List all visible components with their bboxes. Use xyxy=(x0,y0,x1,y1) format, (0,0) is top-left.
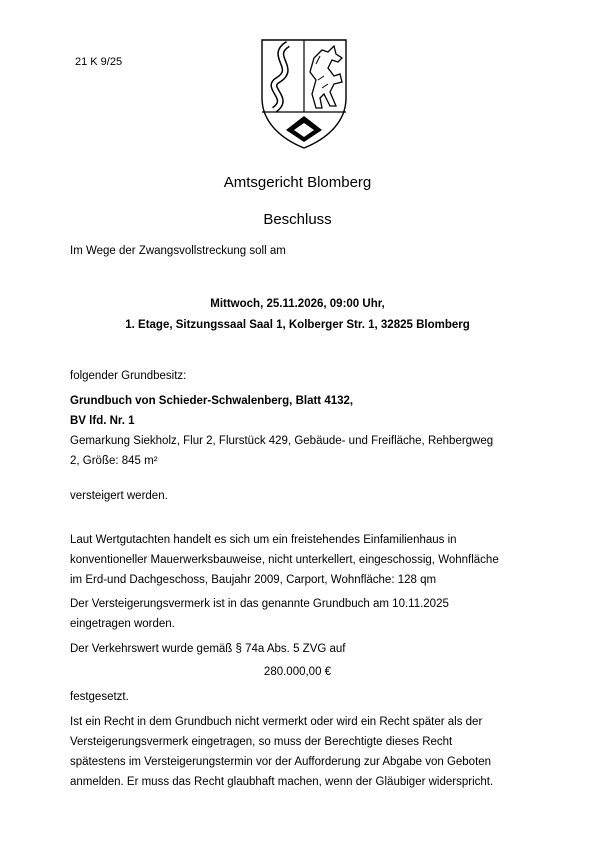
grundbuch-line2: BV lfd. Nr. 1 xyxy=(70,415,135,427)
hinweis-line3: spätestens im Versteigerungstermin vor der Aufforderung zur Abgabe von Geboten xyxy=(70,756,492,768)
gemarkung-line2: 2, Größe: 845 m² xyxy=(70,455,158,467)
verkehrswert-amount: 280.000,00 € xyxy=(263,666,332,678)
festgesetzt-text: festgesetzt. xyxy=(70,691,129,703)
grundbesitz-label: folgender Grundbesitz: xyxy=(70,370,187,382)
hinweis-line4: anmelden. Er muss das Recht glaubhaft machen, wenn der Gläubiger widerspricht. xyxy=(70,776,494,788)
gutachten-line1: Laut Wertgutachten handelt es sich um ein freistehendes Einfamilienhaus in xyxy=(70,534,457,546)
termin-place: 1. Etage, Sitzungssaal Saal 1, Kolberger Str. 1, 32825 Blomberg xyxy=(125,319,470,331)
court-name: Amtsgericht Blomberg xyxy=(223,174,372,191)
versteigert-text: versteigert werden. xyxy=(70,490,168,502)
gutachten-line2: konventioneller Mauerwerksbauweise, nicht unterkellert, eingeschossig, Wohnfläche xyxy=(70,554,499,566)
vermerk-line2: eingetragen worden. xyxy=(70,618,175,630)
aktenzeichen: 21 K 9/25 xyxy=(75,56,123,68)
vermerk-line1: Der Versteigerungsvermerk ist in das genannte Grundbuch am 10.11.2025 xyxy=(70,598,449,610)
hinweis-line2: Versteigerungsvermerk eingetragen, so muss der Berechtigte dieses Recht xyxy=(70,736,453,748)
coat-of-arms-icon xyxy=(258,36,350,152)
intro-text: Im Wege der Zwangsvollstreckung soll am xyxy=(70,245,286,257)
gemarkung-line1: Gemarkung Siekholz, Flur 2, Flurstück 429, Gebäude- und Freifläche, Rehbergweg xyxy=(70,435,494,447)
termin-date: Mittwoch, 25.11.2026, 09:00 Uhr, xyxy=(210,298,385,310)
hinweis-line1: Ist ein Recht in dem Grundbuch nicht vermerkt oder wird ein Recht später als der xyxy=(70,716,483,728)
grundbuch-line1: Grundbuch von Schieder-Schwalenberg, Blatt 4132, xyxy=(70,395,354,407)
gutachten-line3: im Erd-und Dachgeschoss, Baujahr 2009, Carport, Wohnfläche: 128 qm xyxy=(70,574,437,586)
document-title: Beschluss xyxy=(263,211,332,228)
verkehrswert-intro: Der Verkehrswert wurde gemäß § 74a Abs. 5 ZVG auf xyxy=(70,643,346,655)
